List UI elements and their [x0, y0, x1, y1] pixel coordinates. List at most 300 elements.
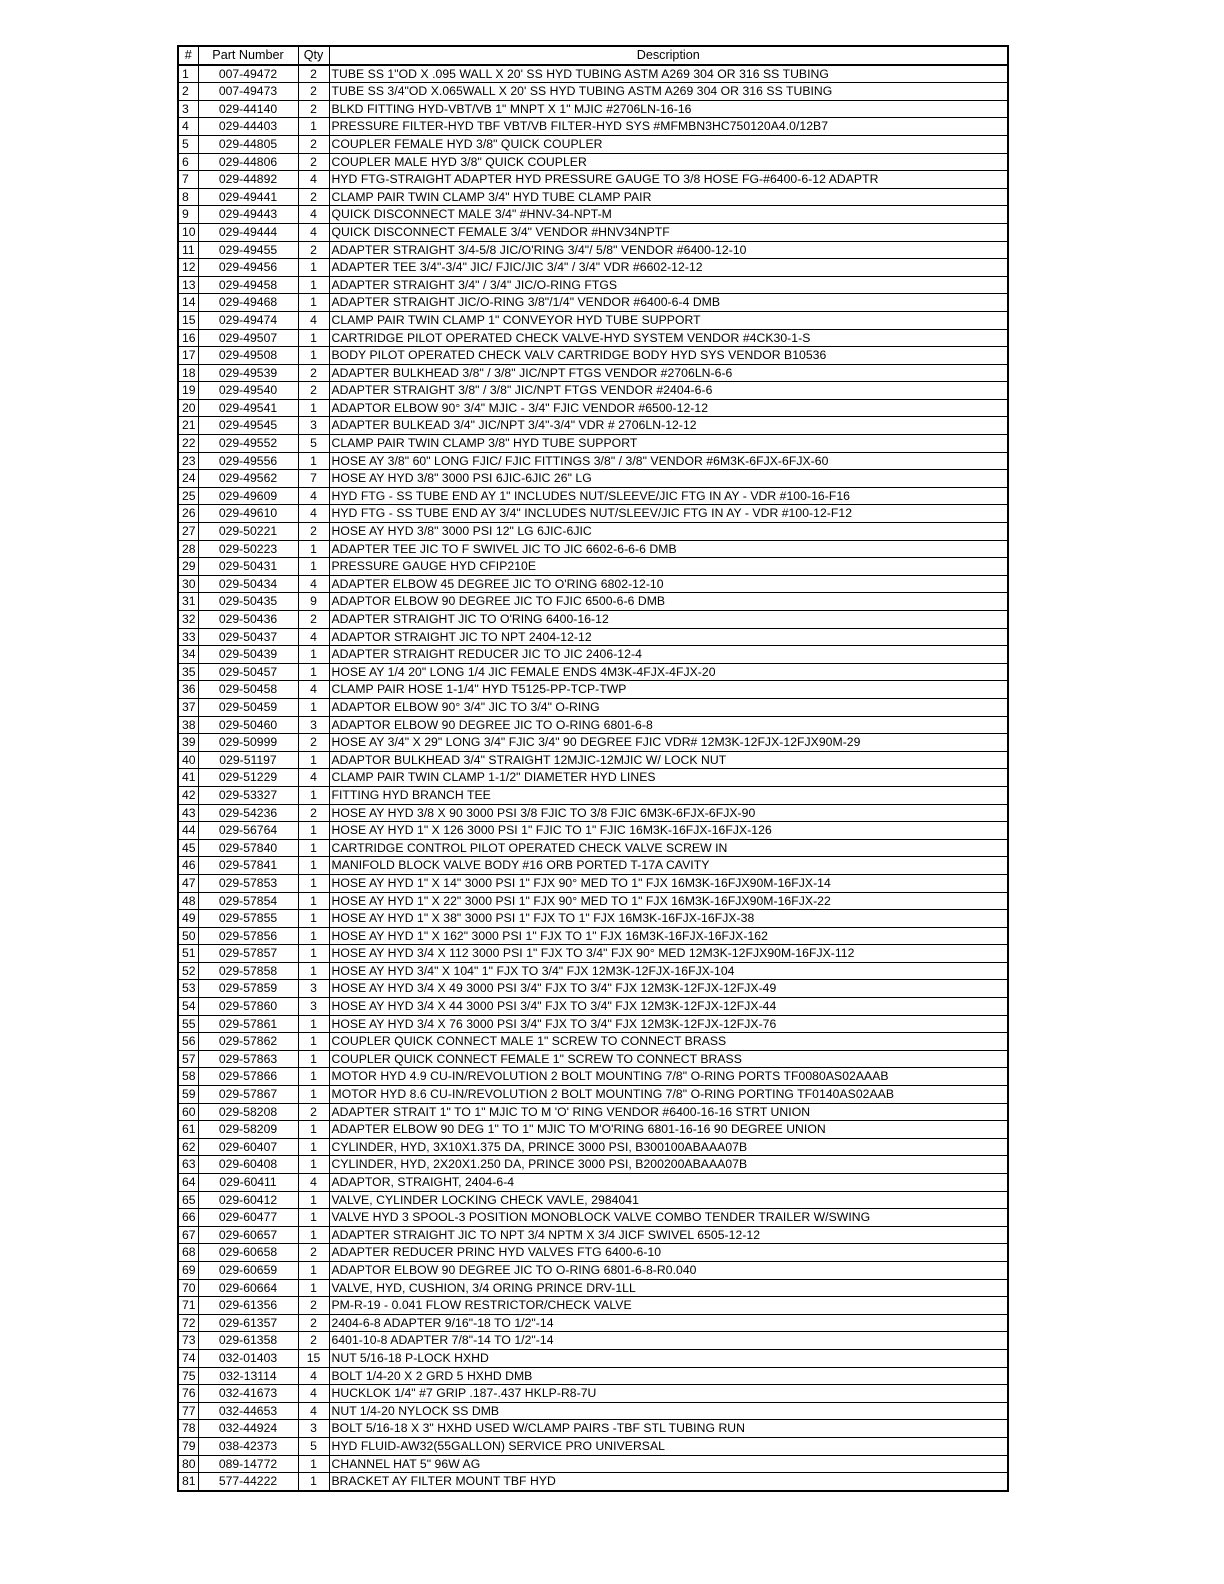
part-number-cell: 029-49610	[198, 505, 298, 523]
quantity-cell: 2	[298, 241, 329, 259]
table-row	[178, 751, 1008, 769]
table-row	[178, 646, 1008, 664]
description-cell: ADAPTER BULKHEAD 3/8" / 3/8" JIC/NPT FTGS VENDOR #2706LN-6-6	[329, 364, 1008, 382]
row-number-cell: 50	[178, 927, 198, 945]
row-number-cell: 72	[178, 1314, 198, 1332]
quantity-cell: 4	[298, 206, 329, 224]
part-number-cell: 029-60407	[198, 1138, 298, 1156]
description-cell: CYLINDER, HYD, 2X20X1.250 DA, PRINCE 3000 PSI, B200200ABAAA07B	[329, 1156, 1008, 1174]
part-number-cell: 029-56764	[198, 822, 298, 840]
part-number-cell: 029-50460	[198, 716, 298, 734]
column-header-description: Description	[329, 46, 1008, 65]
table-row	[178, 329, 1008, 347]
row-number-cell: 58	[178, 1068, 198, 1086]
description-cell: BOLT 5/16-18 X 3" HXHD USED W/CLAMP PAIRS -TBF STL TUBING RUN	[329, 1420, 1008, 1438]
quantity-cell: 1	[298, 822, 329, 840]
row-number-cell: 47	[178, 874, 198, 892]
description-cell: HOSE AY HYD 1" X 126 3000 PSI 1" FJIC TO 1" FJIC 16M3K-16FJX-16FJX-126	[329, 822, 1008, 840]
quantity-cell: 1	[298, 347, 329, 365]
quantity-cell: 1	[298, 276, 329, 294]
table-row	[178, 1279, 1008, 1297]
table-row	[178, 540, 1008, 558]
quantity-cell: 1	[298, 259, 329, 277]
part-number-cell: 007-49473	[198, 83, 298, 101]
row-number-cell: 68	[178, 1244, 198, 1262]
row-number-cell: 36	[178, 681, 198, 699]
description-cell: ADAPTER ELBOW 45 DEGREE JIC TO O'RING 6802-12-10	[329, 575, 1008, 593]
row-number-cell: 25	[178, 487, 198, 505]
row-number-cell: 10	[178, 223, 198, 241]
part-number-cell: 029-57857	[198, 945, 298, 963]
description-cell: HOSE AY HYD 1" X 14" 3000 PSI 1" FJX 90° MED TO 1" FJX 16M3K-16FJX90M-16FJX-14	[329, 874, 1008, 892]
row-number-cell: 2	[178, 83, 198, 101]
part-number-cell: 029-57862	[198, 1033, 298, 1051]
quantity-cell: 1	[298, 558, 329, 576]
row-number-cell: 40	[178, 751, 198, 769]
row-number-cell: 7	[178, 171, 198, 189]
part-number-cell: 029-61357	[198, 1314, 298, 1332]
table-row	[178, 1261, 1008, 1279]
row-number-cell: 4	[178, 118, 198, 136]
description-cell: CARTRIDGE CONTROL PILOT OPERATED CHECK VALVE SCREW IN	[329, 839, 1008, 857]
description-cell: ADAPTER STRAIGHT 3/4-5/8 JIC/O'RING 3/4"/ 5/8" VENDOR #6400-12-10	[329, 241, 1008, 259]
quantity-cell: 3	[298, 980, 329, 998]
description-cell: HYD FLUID-AW32(55GALLON) SERVICE PRO UNIVERSAL	[329, 1437, 1008, 1455]
description-cell: HOSE AY HYD 3/4 X 49 3000 PSI 3/4" FJX TO 3/4" FJX 12M3K-12FJX-12FJX-49	[329, 980, 1008, 998]
table-row	[178, 927, 1008, 945]
quantity-cell: 1	[298, 646, 329, 664]
quantity-cell: 1	[298, 1209, 329, 1227]
quantity-cell: 1	[298, 874, 329, 892]
part-number-cell: 029-49507	[198, 329, 298, 347]
quantity-cell: 1	[298, 1261, 329, 1279]
quantity-cell: 2	[298, 153, 329, 171]
description-cell: HOSE AY HYD 1" X 38" 3000 PSI 1" FJX TO 1" FJX 16M3K-16FJX-16FJX-38	[329, 910, 1008, 928]
row-number-cell: 60	[178, 1103, 198, 1121]
part-number-cell: 029-60412	[198, 1191, 298, 1209]
row-number-cell: 48	[178, 892, 198, 910]
part-number-cell: 029-57861	[198, 1015, 298, 1033]
quantity-cell: 1	[298, 698, 329, 716]
row-number-cell: 53	[178, 980, 198, 998]
row-number-cell: 70	[178, 1279, 198, 1297]
table-row	[178, 399, 1008, 417]
part-number-cell: 029-57863	[198, 1050, 298, 1068]
quantity-cell: 1	[298, 910, 329, 928]
quantity-cell: 2	[298, 1103, 329, 1121]
quantity-cell: 2	[298, 1297, 329, 1315]
description-cell: ADAPTOR ELBOW 90° 3/4" MJIC - 3/4" FJIC VENDOR #6500-12-12	[329, 399, 1008, 417]
table-row	[178, 1050, 1008, 1068]
table-row	[178, 786, 1008, 804]
description-cell: PRESSURE FILTER-HYD TBF VBT/VB FILTER-HYD SYS #MFMBN3HC750120A4.0/12B7	[329, 118, 1008, 136]
description-cell: HOSE AY HYD 3/4" X 104" 1" FJX TO 3/4" FJX 12M3K-12FJX-16FJX-104	[329, 962, 1008, 980]
quantity-cell: 4	[298, 223, 329, 241]
quantity-cell: 4	[298, 1174, 329, 1192]
row-number-cell: 39	[178, 734, 198, 752]
table-row	[178, 1437, 1008, 1455]
row-number-cell: 29	[178, 558, 198, 576]
quantity-cell: 2	[298, 364, 329, 382]
quantity-cell: 1	[298, 1068, 329, 1086]
quantity-cell: 1	[298, 1279, 329, 1297]
table-row	[178, 487, 1008, 505]
table-row	[178, 611, 1008, 629]
table-row	[178, 452, 1008, 470]
description-cell: HOSE AY HYD 1" X 22" 3000 PSI 1" FJX 90° MED TO 1" FJX 16M3K-16FJX90M-16FJX-22	[329, 892, 1008, 910]
part-number-cell: 029-50221	[198, 523, 298, 541]
table-row	[178, 1385, 1008, 1403]
row-number-cell: 67	[178, 1226, 198, 1244]
table-row	[178, 1297, 1008, 1315]
description-cell: ADAPTER STRAIGHT 3/4" / 3/4" JIC/O-RING FTGS	[329, 276, 1008, 294]
table-row	[178, 100, 1008, 118]
quantity-cell: 1	[298, 1455, 329, 1473]
description-cell: ADAPTOR BULKHEAD 3/4" STRAIGHT 12MJIC-12MJIC W/ LOCK NUT	[329, 751, 1008, 769]
parts-list-table	[177, 45, 1009, 1492]
quantity-cell: 1	[298, 663, 329, 681]
table-row	[178, 311, 1008, 329]
quantity-cell: 4	[298, 1367, 329, 1385]
quantity-cell: 1	[298, 1473, 329, 1491]
quantity-cell: 2	[298, 611, 329, 629]
row-number-cell: 66	[178, 1209, 198, 1227]
part-number-cell: 029-60657	[198, 1226, 298, 1244]
row-number-cell: 55	[178, 1015, 198, 1033]
description-cell: ADAPTOR ELBOW 90° 3/4" JIC TO 3/4" O-RING	[329, 698, 1008, 716]
quantity-cell: 2	[298, 188, 329, 206]
row-number-cell: 5	[178, 135, 198, 153]
part-number-cell: 029-49545	[198, 417, 298, 435]
row-number-cell: 27	[178, 523, 198, 541]
table-row	[178, 1121, 1008, 1139]
row-number-cell: 24	[178, 470, 198, 488]
table-row	[178, 628, 1008, 646]
description-cell: PRESSURE GAUGE HYD CFIP210E	[329, 558, 1008, 576]
quantity-cell: 1	[298, 399, 329, 417]
row-number-cell: 32	[178, 611, 198, 629]
description-cell: ADAPTOR STRAIGHT JIC TO NPT 2404-12-12	[329, 628, 1008, 646]
part-number-cell: 029-61356	[198, 1297, 298, 1315]
part-number-cell: 032-01403	[198, 1349, 298, 1367]
part-number-cell: 029-58208	[198, 1103, 298, 1121]
table-row	[178, 734, 1008, 752]
part-number-cell: 029-57856	[198, 927, 298, 945]
table-row	[178, 65, 1008, 83]
row-number-cell: 80	[178, 1455, 198, 1473]
row-number-cell: 6	[178, 153, 198, 171]
description-cell: TUBE SS 3/4"OD X.065WALL X 20' SS HYD TUBING ASTM A269 304 OR 316 SS TUBING	[329, 83, 1008, 101]
part-number-cell: 029-49556	[198, 452, 298, 470]
description-cell: ADAPTOR, STRAIGHT, 2404-6-4	[329, 1174, 1008, 1192]
description-cell: HOSE AY HYD 3/8 X 90 3000 PSI 3/8 FJIC TO 3/8 FJIC 6M3K-6FJX-6FJX-90	[329, 804, 1008, 822]
part-number-cell: 029-49539	[198, 364, 298, 382]
quantity-cell: 1	[298, 1033, 329, 1051]
quantity-cell: 2	[298, 382, 329, 400]
table-row	[178, 1473, 1008, 1491]
part-number-cell: 032-44653	[198, 1402, 298, 1420]
part-number-cell: 029-57866	[198, 1068, 298, 1086]
description-cell: CLAMP PAIR TWIN CLAMP 3/8" HYD TUBE SUPPORT	[329, 435, 1008, 453]
description-cell: COUPLER MALE HYD 3/8" QUICK COUPLER	[329, 153, 1008, 171]
quantity-cell: 1	[298, 962, 329, 980]
part-number-cell: 029-60408	[198, 1156, 298, 1174]
table-header	[178, 46, 1008, 65]
quantity-cell: 1	[298, 118, 329, 136]
quantity-cell: 1	[298, 1191, 329, 1209]
row-number-cell: 57	[178, 1050, 198, 1068]
row-number-cell: 76	[178, 1385, 198, 1403]
row-number-cell: 56	[178, 1033, 198, 1051]
row-number-cell: 35	[178, 663, 198, 681]
description-cell: PM-R-19 - 0.041 FLOW RESTRICTOR/CHECK VALVE	[329, 1297, 1008, 1315]
description-cell: ADAPTOR ELBOW 90 DEGREE JIC TO O-RING 6801-6-8	[329, 716, 1008, 734]
quantity-cell: 4	[298, 171, 329, 189]
table-row	[178, 1015, 1008, 1033]
row-number-cell: 19	[178, 382, 198, 400]
table-row	[178, 874, 1008, 892]
row-number-cell: 37	[178, 698, 198, 716]
table-row	[178, 1174, 1008, 1192]
quantity-cell: 1	[298, 751, 329, 769]
part-number-cell: 029-57841	[198, 857, 298, 875]
table-row	[178, 470, 1008, 488]
row-number-cell: 16	[178, 329, 198, 347]
part-number-cell: 029-54236	[198, 804, 298, 822]
row-number-cell: 31	[178, 593, 198, 611]
part-number-cell: 029-49468	[198, 294, 298, 312]
table-row	[178, 663, 1008, 681]
part-number-cell: 029-50999	[198, 734, 298, 752]
part-number-cell: 029-49508	[198, 347, 298, 365]
quantity-cell: 2	[298, 804, 329, 822]
row-number-cell: 63	[178, 1156, 198, 1174]
row-number-cell: 12	[178, 259, 198, 277]
quantity-cell: 2	[298, 734, 329, 752]
description-cell: ADAPTOR ELBOW 90 DEGREE JIC TO O-RING 6801-6-8-R0.040	[329, 1261, 1008, 1279]
description-cell: COUPLER QUICK CONNECT MALE 1" SCREW TO CONNECT BRASS	[329, 1033, 1008, 1051]
description-cell: TUBE SS 1"OD X .095 WALL X 20' SS HYD TUBING ASTM A269 304 OR 316 SS TUBING	[329, 65, 1008, 83]
quantity-cell: 4	[298, 505, 329, 523]
quantity-cell: 1	[298, 329, 329, 347]
description-cell: CLAMP PAIR HOSE 1-1/4" HYD T5125-PP-TCP-TWP	[329, 681, 1008, 699]
table-row	[178, 1191, 1008, 1209]
table-row	[178, 83, 1008, 101]
table-row	[178, 910, 1008, 928]
description-cell: MANIFOLD BLOCK VALVE BODY #16 ORB PORTED T-17A CAVITY	[329, 857, 1008, 875]
part-number-cell: 029-50436	[198, 611, 298, 629]
table-row	[178, 575, 1008, 593]
table-row	[178, 523, 1008, 541]
table-row	[178, 364, 1008, 382]
table-row	[178, 998, 1008, 1016]
table-row	[178, 962, 1008, 980]
part-number-cell: 029-50457	[198, 663, 298, 681]
quantity-cell: 3	[298, 1420, 329, 1438]
table-row	[178, 1138, 1008, 1156]
row-number-cell: 64	[178, 1174, 198, 1192]
quantity-cell: 1	[298, 1121, 329, 1139]
quantity-cell: 2	[298, 1332, 329, 1350]
quantity-cell: 2	[298, 135, 329, 153]
row-number-cell: 21	[178, 417, 198, 435]
row-number-cell: 52	[178, 962, 198, 980]
description-cell: COUPLER FEMALE HYD 3/8" QUICK COUPLER	[329, 135, 1008, 153]
quantity-cell: 2	[298, 83, 329, 101]
part-number-cell: 029-49540	[198, 382, 298, 400]
table-row	[178, 558, 1008, 576]
description-cell: HUCKLOK 1/4" #7 GRIP .187-.437 HKLP-R8-7U	[329, 1385, 1008, 1403]
part-number-cell: 029-50431	[198, 558, 298, 576]
quantity-cell: 1	[298, 1226, 329, 1244]
table-row	[178, 1402, 1008, 1420]
quantity-cell: 7	[298, 470, 329, 488]
row-number-cell: 15	[178, 311, 198, 329]
description-cell: BODY PILOT OPERATED CHECK VALV CARTRIDGE BODY HYD SYS VENDOR B10536	[329, 347, 1008, 365]
part-number-cell: 029-51229	[198, 769, 298, 787]
description-cell: ADAPTER STRAIGHT JIC TO O'RING 6400-16-12	[329, 611, 1008, 629]
table-row	[178, 188, 1008, 206]
description-cell: HOSE AY 1/4 20" LONG 1/4 JIC FEMALE ENDS 4M3K-4FJX-4FJX-20	[329, 663, 1008, 681]
part-number-cell: 029-57858	[198, 962, 298, 980]
part-number-cell: 029-60658	[198, 1244, 298, 1262]
part-number-cell: 029-53327	[198, 786, 298, 804]
part-number-cell: 007-49472	[198, 65, 298, 83]
quantity-cell: 1	[298, 1156, 329, 1174]
part-number-cell: 029-49541	[198, 399, 298, 417]
row-number-cell: 73	[178, 1332, 198, 1350]
row-number-cell: 42	[178, 786, 198, 804]
row-number-cell: 81	[178, 1473, 198, 1491]
description-cell: 6401-10-8 ADAPTER 7/8"-14 TO 1/2"-14	[329, 1332, 1008, 1350]
row-number-cell: 20	[178, 399, 198, 417]
part-number-cell: 029-61358	[198, 1332, 298, 1350]
row-number-cell: 23	[178, 452, 198, 470]
table-row	[178, 223, 1008, 241]
quantity-cell: 4	[298, 487, 329, 505]
quantity-cell: 2	[298, 1314, 329, 1332]
row-number-cell: 54	[178, 998, 198, 1016]
row-number-cell: 1	[178, 65, 198, 83]
part-number-cell: 029-49441	[198, 188, 298, 206]
description-cell: BRACKET AY FILTER MOUNT TBF HYD	[329, 1473, 1008, 1491]
description-cell: ADAPTER BULKEAD 3/4" JIC/NPT 3/4"-3/4" VDR # 2706LN-12-12	[329, 417, 1008, 435]
part-number-cell: 029-57840	[198, 839, 298, 857]
description-cell: CHANNEL HAT 5" 96W AG	[329, 1455, 1008, 1473]
quantity-cell: 1	[298, 857, 329, 875]
part-number-cell: 029-44403	[198, 118, 298, 136]
description-cell: ADAPTER STRAIGHT REDUCER JIC TO JIC 2406-12-4	[329, 646, 1008, 664]
table-row	[178, 769, 1008, 787]
row-number-cell: 26	[178, 505, 198, 523]
description-cell: CLAMP PAIR TWIN CLAMP 1" CONVEYOR HYD TUBE SUPPORT	[329, 311, 1008, 329]
table-row	[178, 171, 1008, 189]
description-cell: HOSE AY HYD 3/4 X 44 3000 PSI 3/4" FJX TO 3/4" FJX 12M3K-12FJX-12FJX-44	[329, 998, 1008, 1016]
part-number-cell: 029-50434	[198, 575, 298, 593]
row-number-cell: 78	[178, 1420, 198, 1438]
part-number-cell: 029-60659	[198, 1261, 298, 1279]
description-cell: HYD FTG - SS TUBE END AY 3/4" INCLUDES NUT/SLEEV/JIC FTG IN AY - VDR #100-12-F12	[329, 505, 1008, 523]
description-cell: BOLT 1/4-20 X 2 GRD 5 HXHD DMB	[329, 1367, 1008, 1385]
column-header-number: #	[178, 46, 198, 65]
table-row	[178, 1156, 1008, 1174]
table-body	[178, 65, 1008, 1491]
row-number-cell: 14	[178, 294, 198, 312]
description-cell: HYD FTG-STRAIGHT ADAPTER HYD PRESSURE GAUGE TO 3/8 HOSE FG-#6400-6-12 ADAPTR	[329, 171, 1008, 189]
row-number-cell: 46	[178, 857, 198, 875]
row-number-cell: 61	[178, 1121, 198, 1139]
table-row	[178, 1332, 1008, 1350]
quantity-cell: 4	[298, 628, 329, 646]
description-cell: HOSE AY HYD 1" X 162" 3000 PSI 1" FJX TO 1" FJX 16M3K-16FJX-16FJX-162	[329, 927, 1008, 945]
part-number-cell: 029-49458	[198, 276, 298, 294]
part-number-cell: 029-49609	[198, 487, 298, 505]
part-number-cell: 029-50223	[198, 540, 298, 558]
description-cell: ADAPTER TEE JIC TO F SWIVEL JIC TO JIC 6602-6-6-6 DMB	[329, 540, 1008, 558]
table-row	[178, 153, 1008, 171]
part-number-cell: 029-50439	[198, 646, 298, 664]
quantity-cell: 1	[298, 892, 329, 910]
quantity-cell: 5	[298, 435, 329, 453]
part-number-cell: 029-57853	[198, 874, 298, 892]
description-cell: ADAPTOR ELBOW 90 DEGREE JIC TO FJIC 6500-6-6 DMB	[329, 593, 1008, 611]
quantity-cell: 1	[298, 540, 329, 558]
part-number-cell: 029-50459	[198, 698, 298, 716]
row-number-cell: 51	[178, 945, 198, 963]
row-number-cell: 75	[178, 1367, 198, 1385]
quantity-cell: 2	[298, 65, 329, 83]
column-header-qty: Qty	[298, 46, 329, 65]
table-row	[178, 1226, 1008, 1244]
description-cell: VALVE HYD 3 SPOOL-3 POSITION MONOBLOCK VALVE COMBO TENDER TRAILER W/SWING	[329, 1209, 1008, 1227]
table-row	[178, 347, 1008, 365]
row-number-cell: 41	[178, 769, 198, 787]
row-number-cell: 43	[178, 804, 198, 822]
row-number-cell: 22	[178, 435, 198, 453]
description-cell: COUPLER QUICK CONNECT FEMALE 1" SCREW TO CONNECT BRASS	[329, 1050, 1008, 1068]
table-row	[178, 1209, 1008, 1227]
part-number-cell: 029-44892	[198, 171, 298, 189]
quantity-cell: 4	[298, 681, 329, 699]
table-row	[178, 698, 1008, 716]
table-row	[178, 1349, 1008, 1367]
part-number-cell: 029-44806	[198, 153, 298, 171]
table-row	[178, 980, 1008, 998]
description-cell: ADAPTER STRAIGHT 3/8" / 3/8" JIC/NPT FTGS VENDOR #2404-6-6	[329, 382, 1008, 400]
column-header-part-number: Part Number	[198, 46, 298, 65]
quantity-cell: 3	[298, 417, 329, 435]
part-number-cell: 032-44924	[198, 1420, 298, 1438]
table-row	[178, 822, 1008, 840]
row-number-cell: 38	[178, 716, 198, 734]
table-row	[178, 1068, 1008, 1086]
table-row	[178, 1086, 1008, 1104]
part-number-cell: 032-13114	[198, 1367, 298, 1385]
quantity-cell: 4	[298, 1402, 329, 1420]
quantity-cell: 1	[298, 945, 329, 963]
part-number-cell: 029-58209	[198, 1121, 298, 1139]
part-number-cell: 029-49455	[198, 241, 298, 259]
part-number-cell: 038-42373	[198, 1437, 298, 1455]
row-number-cell: 79	[178, 1437, 198, 1455]
header-row	[178, 46, 1008, 65]
quantity-cell: 4	[298, 311, 329, 329]
table-row	[178, 681, 1008, 699]
part-number-cell: 029-49552	[198, 435, 298, 453]
description-cell: HOSE AY 3/4" X 29" LONG 3/4" FJIC 3/4" 90 DEGREE FJIC VDR# 12M3K-12FJX-12FJX90M-29	[329, 734, 1008, 752]
description-cell: QUICK DISCONNECT MALE 3/4" #HNV-34-NPT-M	[329, 206, 1008, 224]
quantity-cell: 1	[298, 294, 329, 312]
